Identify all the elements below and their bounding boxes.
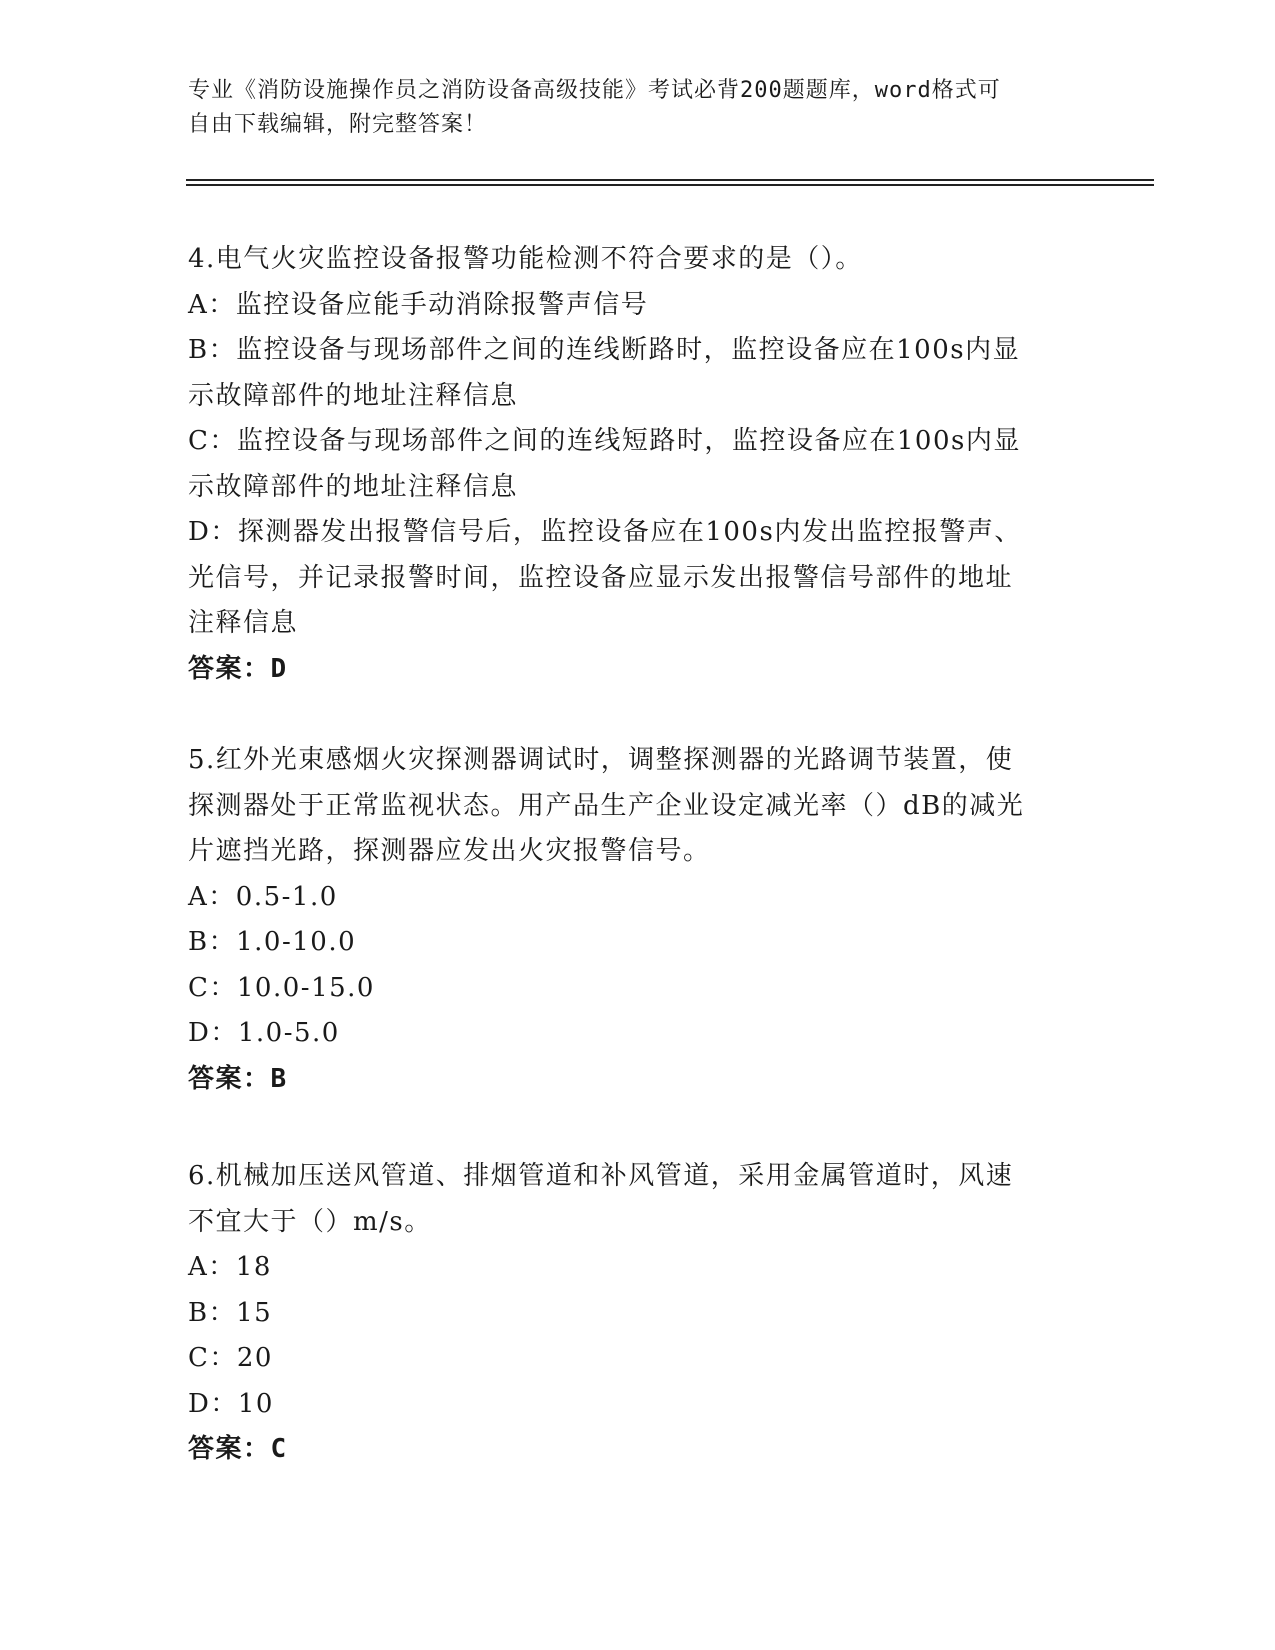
question-stem-continued-2: 片遮挡光路，探测器应发出火灾报警信号。 — [188, 836, 711, 866]
option-a: A：18 — [188, 1252, 272, 1282]
option-b: B：15 — [188, 1297, 273, 1328]
question-stem: 6.机械加压送风管道、排烟管道和补风管道，采用金属管道时，风速 — [188, 1161, 1014, 1191]
option-b: B：监控设备与现场部件之间的连线断路时，监控设备应在100s内显 — [188, 335, 1021, 365]
option-c-continued: 示故障部件的地址注释信息 — [188, 471, 519, 502]
option-c: C：20 — [188, 1343, 273, 1373]
document-header — [188, 74, 1068, 142]
question-stem-continued: 不宜大于（）m/s。 — [188, 1206, 432, 1237]
question-stem: 5.红外光束感烟火灾探测器调试时，调整探测器的光路调节装置，使 — [188, 745, 1014, 775]
option-a: A：监控设备应能手动消除报警声信号 — [188, 289, 649, 320]
answer-label: 答案：B — [188, 1063, 288, 1094]
header-line-2: 自由下载编辑，附完整答案！ — [188, 112, 488, 137]
option-c: C：监控设备与现场部件之间的连线短路时，监控设备应在100s内显 — [188, 426, 1021, 456]
answer-label: 答案：C — [188, 1434, 288, 1464]
option-d: D：10 — [188, 1388, 274, 1419]
option-d: D：探测器发出报警信号后，监控设备应在100s内发出监控报警声、 — [188, 517, 1022, 547]
header-line-1: 专业《消防设施操作员之消防设备高级技能》考试必背200题题库，word格式可 — [188, 78, 1001, 103]
question-5 — [188, 738, 1068, 1102]
option-c: C：10.0-15.0 — [188, 972, 375, 1003]
question-stem-continued: 探测器处于正常监视状态。用产品生产企业设定减光率（）dB的减光 — [188, 790, 1025, 821]
answer-label: 答案：D — [188, 653, 288, 684]
option-b: B：1.0-10.0 — [188, 927, 357, 957]
option-d: D：1.0-5.0 — [188, 1018, 340, 1048]
question-stem: 4.电气火灾监控设备报警功能检测不符合要求的是（）。 — [188, 244, 863, 274]
header-divider-bottom — [186, 184, 1154, 186]
option-d-continued: 光信号，并记录报警时间，监控设备应显示发出报警信号部件的地址 — [188, 562, 1014, 593]
option-d-continued-2: 注释信息 — [188, 608, 299, 638]
question-4 — [188, 237, 1068, 692]
option-b-continued: 示故障部件的地址注释信息 — [188, 380, 519, 411]
header-divider-top — [186, 179, 1154, 181]
option-a: A：0.5-1.0 — [188, 881, 338, 912]
question-6 — [188, 1154, 1068, 1473]
